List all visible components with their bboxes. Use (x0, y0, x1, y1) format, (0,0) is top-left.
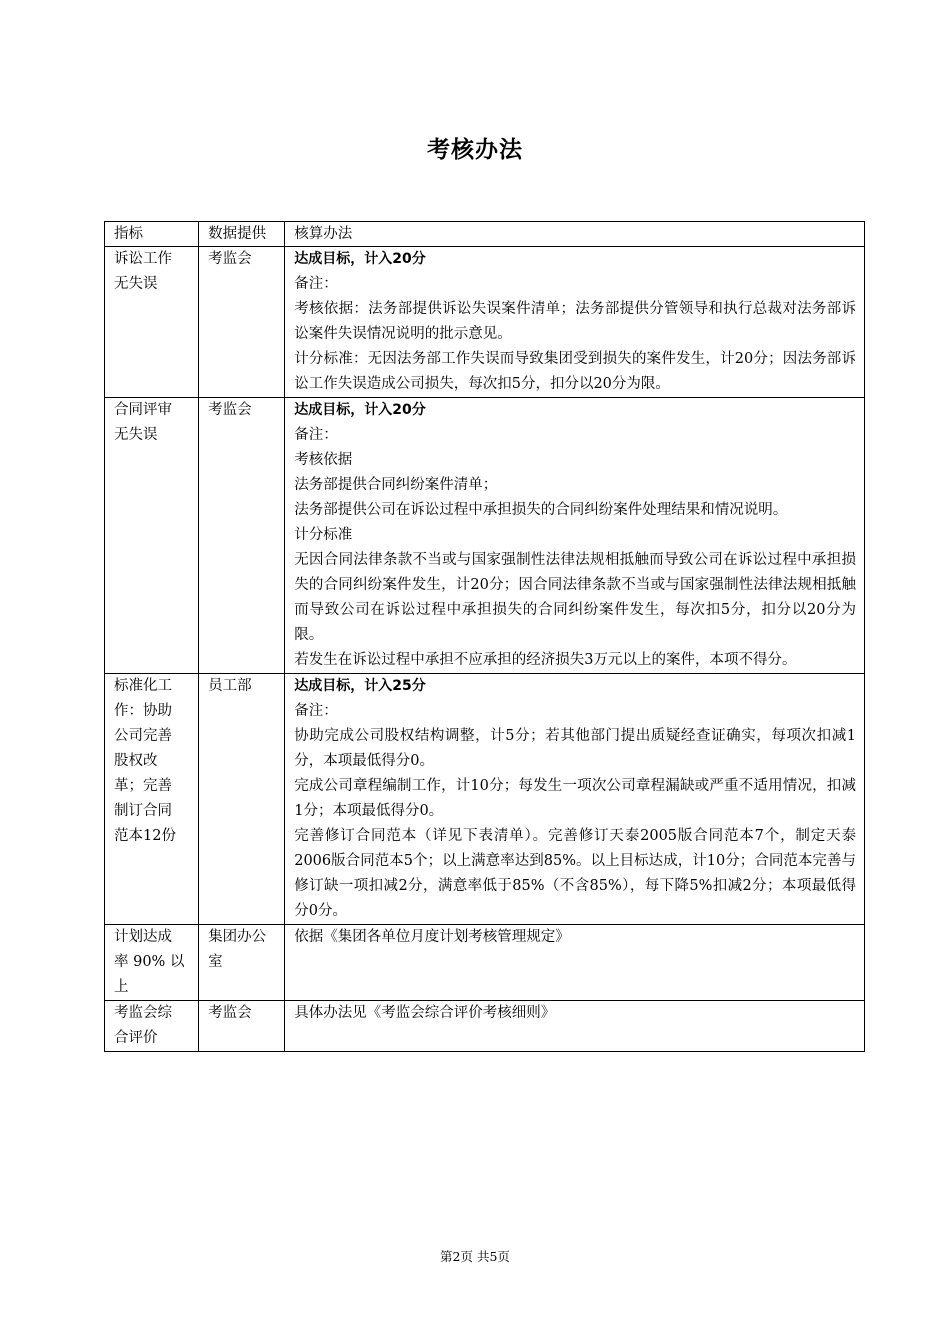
method-cell (285, 1001, 865, 1052)
provider-cell: 考监会 (199, 1001, 285, 1052)
table-row (105, 247, 865, 398)
method-paragraph: 具体办法见《考监会综合评价考核细则》 (294, 1005, 556, 1021)
method-cell (285, 247, 865, 398)
method-paragraph: 完成公司章程编制工作，计10分；每发生一项次公司章程漏缺或严重不适用情况，扣减1分；本项最低得分0。 (294, 778, 856, 819)
provider-cell: 集团办公室 (199, 925, 285, 1001)
method-paragraph: 依据《集团各单位月度计划考核管理规定》 (294, 929, 570, 945)
table-row (105, 925, 865, 1001)
method-paragraph: 法务部提供公司在诉讼过程中承担损失的合同纠纷案件处理结果和情况说明。 (294, 502, 788, 518)
page-title: 考核办法 (427, 137, 523, 163)
indicator-line: 考监会综 (114, 1005, 172, 1021)
method-paragraph: 若发生在诉讼过程中承担不应承担的经济损失3万元以上的案件，本项不得分。 (294, 652, 797, 668)
method-title: 达成目标，计入25分 (294, 678, 426, 694)
method-cell (285, 674, 865, 925)
method-paragraph: 计分标准：无因法务部工作失误而导致集团受到损失的案件发生，计20分；因法务部诉讼工作失误造成公司损失，每次扣5分，扣分以20分为限。 (294, 351, 856, 392)
method-title: 达成目标，计入20分 (294, 402, 426, 418)
method-paragraph: 备注： (294, 276, 338, 292)
header-provider: 数据提供 (199, 222, 285, 247)
indicator-line: 制订合同 (114, 803, 172, 819)
method-cell (285, 925, 865, 1001)
method-paragraph: 计分标准 (294, 527, 353, 543)
indicator-line: 合同评审 (114, 402, 172, 418)
indicator-line: 率 90% 以 (114, 954, 185, 970)
method-paragraph: 备注： (294, 703, 338, 719)
method-cell (285, 398, 865, 674)
indicator-line: 无失误 (114, 427, 158, 443)
method-title: 达成目标，计入20分 (294, 251, 426, 267)
indicator-line: 作：协助 (114, 703, 172, 719)
header-method: 核算办法 (285, 222, 865, 247)
table-row (105, 398, 865, 674)
indicator-line: 标准化工 (114, 678, 172, 694)
method-paragraph: 无因合同法律条款不当或与国家强制性法律法规相抵触而导致公司在诉讼过程中承担损失的合同纠纷案件发生，计20分；因合同法律条款不当或与国家强制性法律法规相抵触而导致公司在诉讼过程中承担损失的合同纠纷案件发生，每次扣5分，扣分以20分为限。 (294, 552, 856, 643)
indicator-cell (105, 1001, 199, 1052)
indicator-line: 革；完善 (114, 778, 172, 794)
indicator-line: 上 (114, 979, 129, 995)
provider-cell: 考监会 (199, 247, 285, 398)
indicator-line: 诉讼工作 (114, 251, 172, 267)
method-paragraph: 备注： (294, 427, 338, 443)
header-indicator: 指标 (105, 222, 199, 247)
table-row (105, 1001, 865, 1052)
indicator-line: 合评价 (114, 1030, 158, 1046)
page-footer: 第2页 共5页 (440, 1249, 510, 1264)
method-paragraph: 法务部提供合同纠纷案件清单； (294, 477, 498, 493)
indicator-line: 无失误 (114, 276, 158, 292)
method-paragraph: 协助完成公司股权结构调整，计5分；若其他部门提出质疑经查证确实，每项次扣减1分，本项最低得分0。 (294, 728, 856, 769)
method-paragraph: 考核依据 (294, 452, 353, 468)
provider-cell: 考监会 (199, 398, 285, 674)
indicator-cell (105, 925, 199, 1001)
indicator-cell (105, 674, 199, 925)
table-row (105, 674, 865, 925)
indicator-line: 范本12份 (114, 828, 176, 844)
assessment-table (104, 221, 865, 1052)
method-paragraph: 考核依据：法务部提供诉讼失误案件清单；法务部提供分管领导和执行总裁对法务部诉讼案件失误情况说明的批示意见。 (294, 301, 856, 342)
method-paragraph: 完善修订合同范本（详见下表清单）。完善修订天泰2005版合同范本7个，制定天泰2006版合同范本5个；以上满意率达到85%。以上目标达成，计10分；合同范本完善与修订缺一项扣减2分，满意率低于85%（不含85%），每下降5%扣减2分；本项最低得分0分。 (294, 828, 856, 919)
indicator-line: 股权改 (114, 753, 158, 769)
indicator-cell (105, 247, 199, 398)
indicator-line: 公司完善 (114, 728, 172, 744)
indicator-line: 计划达成 (114, 929, 172, 945)
provider-cell: 员工部 (199, 674, 285, 925)
indicator-cell (105, 398, 199, 674)
table-header-row (105, 222, 865, 247)
